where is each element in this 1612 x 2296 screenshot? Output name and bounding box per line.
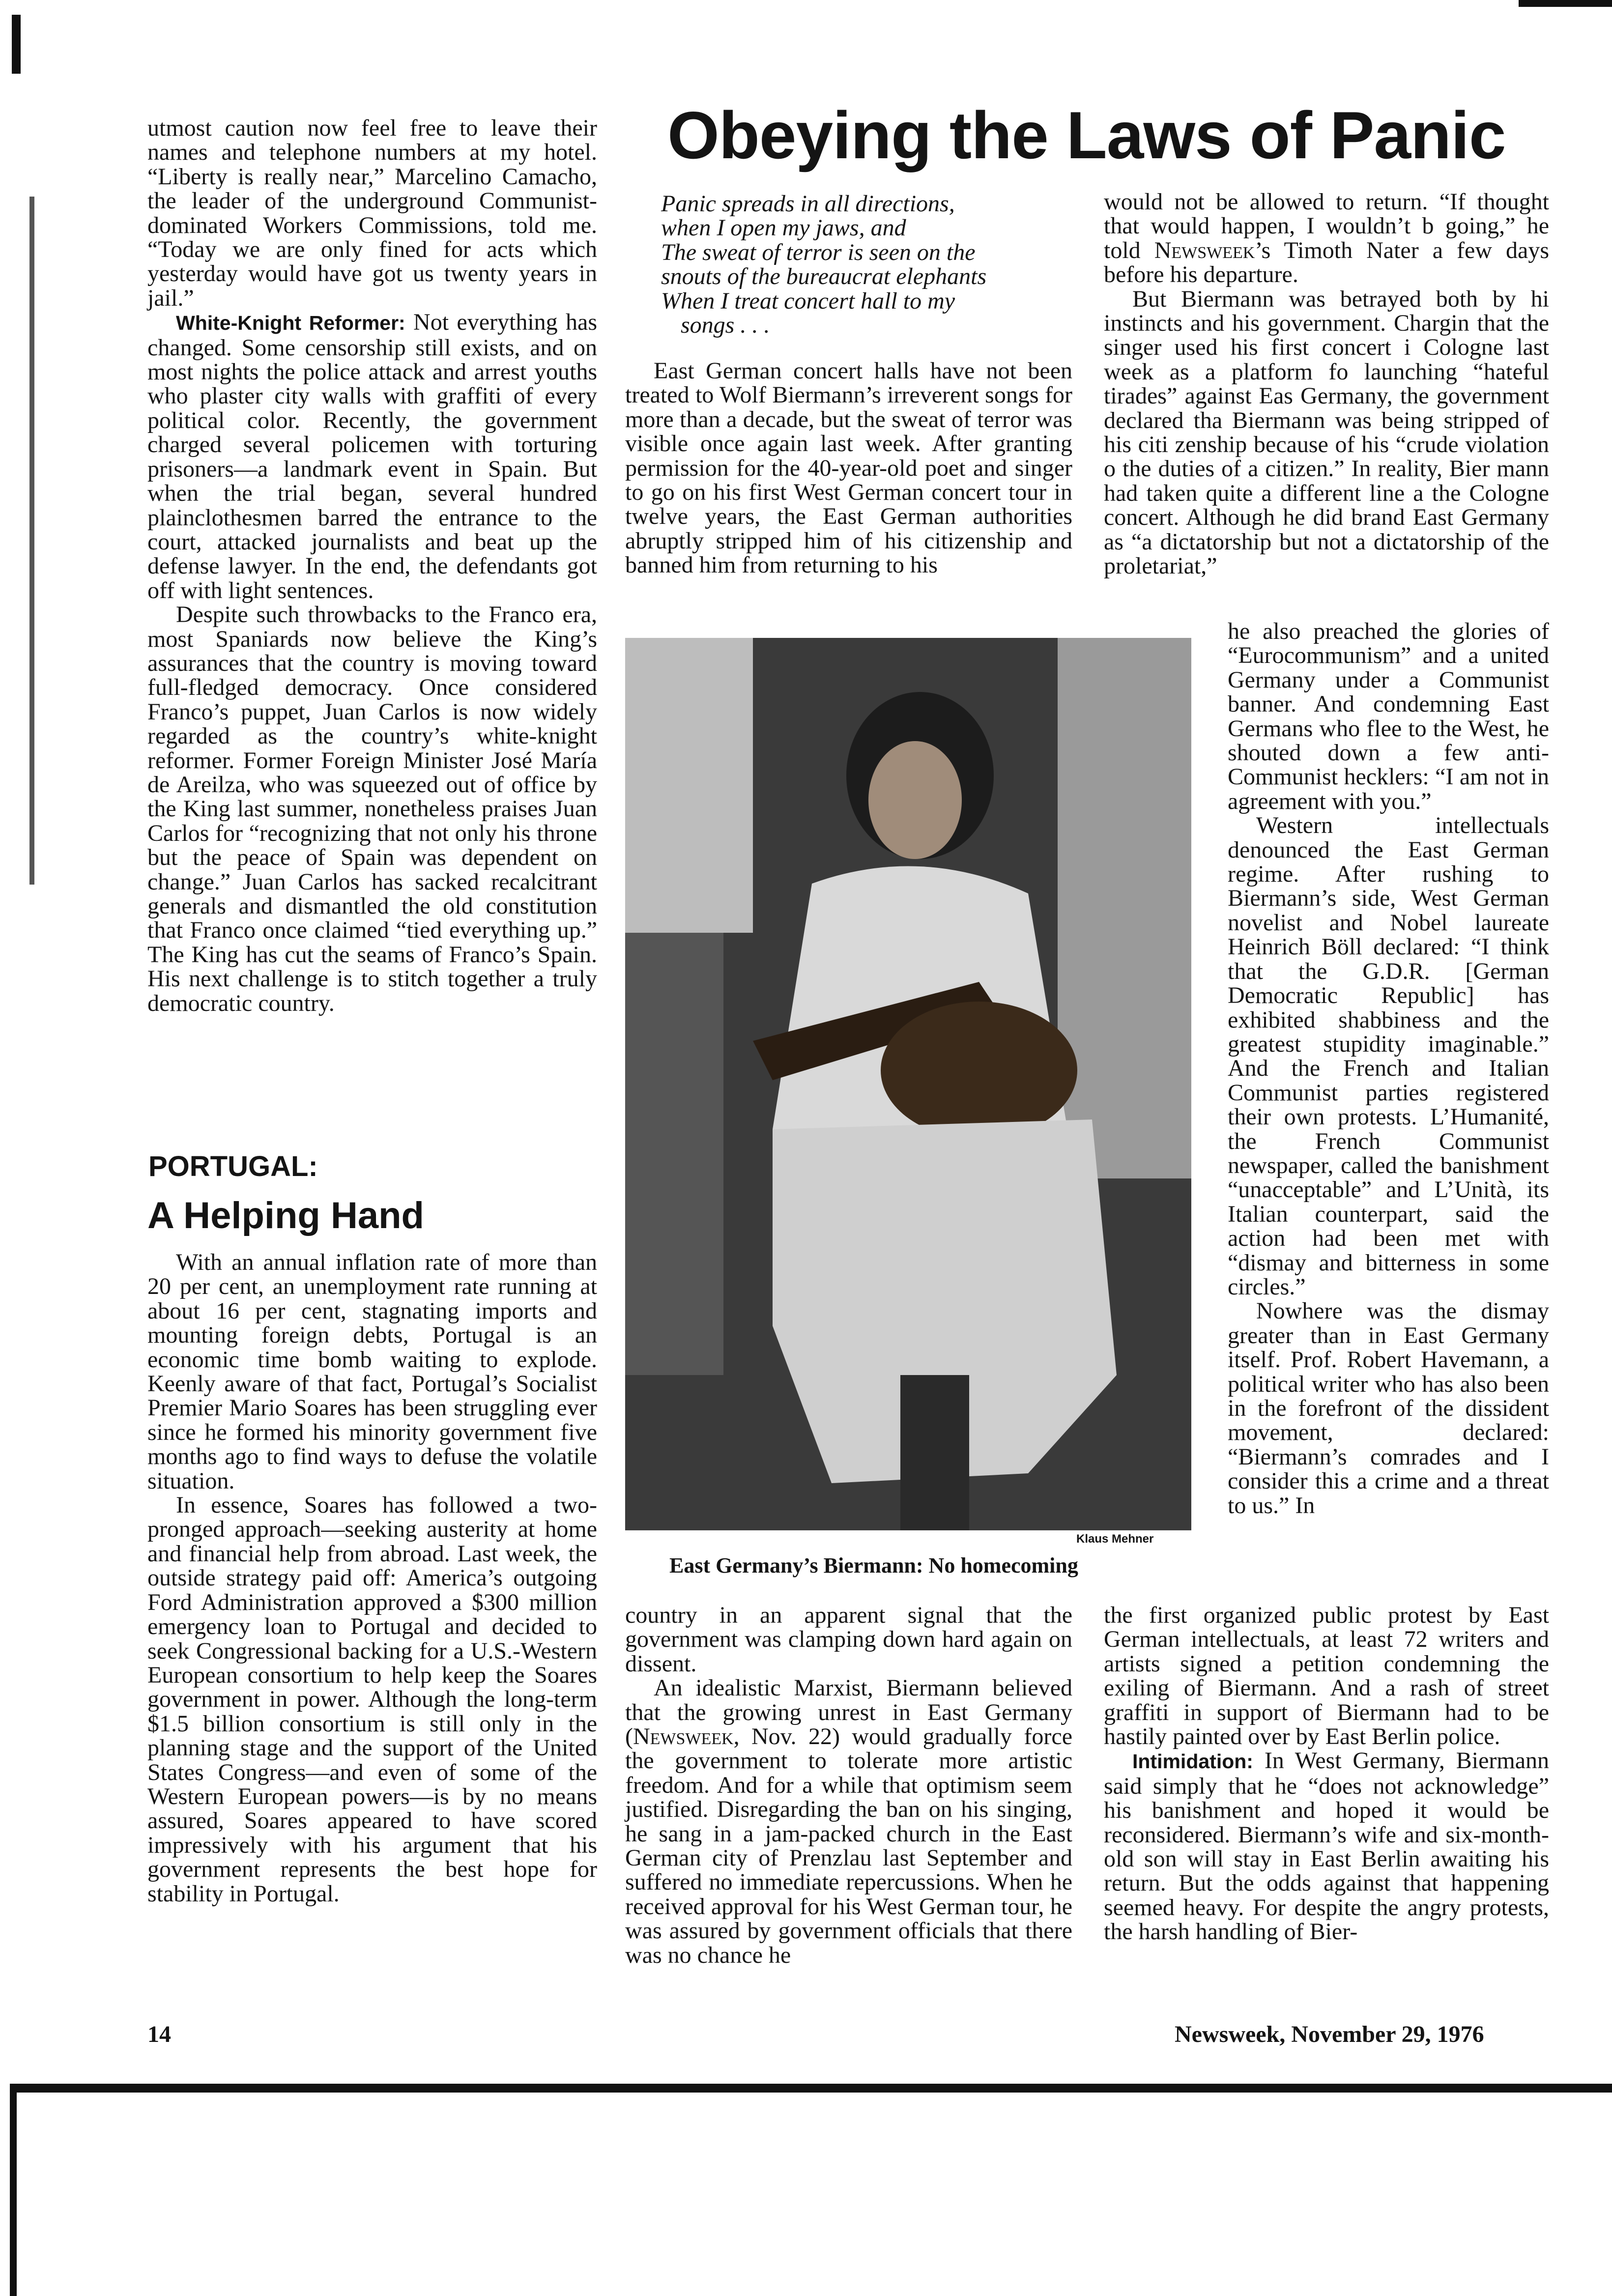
left-paragraph-4: With an annual inflation rate of more than 20 per cent, an unemployment rate running at about 16 per cent, stagnating imports and mounting foreign debts, Portugal is an economic time bomb waiting to explode. Keenly aware of that fact, Portugal’s Socialist Premier Mario Soares has been struggling ever since he formed his minority government five months ago to find ways to defuse the volatile situation. bbox=[147, 1249, 597, 1494]
right-paragraph-5: In West Germany, Biermann said simply that he “does not acknowledge” his banishment and hoped it would be reconsidered. Biermann’s wife and six-month-old son will stay in East Berlin awaiting his return. But the odds against that happening seemed heavy. For despite the angry protests, the harsh handling of Bier- bbox=[1104, 1748, 1549, 1945]
left-paragraph-2: Not everything has changed. Some censorship still exists, and on most nights the police attack and arrest youths who plaster city walls with graffiti of every political color. Recently, the government charged several policemen with torturing prisoners—a landmark event in Spain. But when the trial began, several hundred plainclothesmen barred the entrance to the court, attacked journalists and beat up the defense lawyer. In the end, the defendants got off with light sentences. bbox=[147, 309, 597, 603]
right-column-top bbox=[1104, 190, 1549, 578]
scan-edge-bottom bbox=[10, 2084, 1612, 2093]
scan-edge-top-right bbox=[1519, 0, 1612, 7]
section-subhead: A Helping Hand bbox=[147, 1195, 424, 1236]
poem-line: Panic spreads in all directions, bbox=[661, 191, 955, 217]
middle-paragraph-1: East German concert halls have not been treated to Wolf Biermann’s irreverent songs for more than a decade, but the sweat of terror was visible once again last week. After granting permission for the 40-year-old poet and singer to go on his first West German concert tour in twelve years, the East German authorities abruptly stripped him of his citizenship and banned him from returning to his bbox=[625, 358, 1072, 578]
right-column-narrow bbox=[1228, 619, 1549, 1518]
right-paragraph-2-continued: he also preached the glories of “Eurocommunism” and a united Germany under a Communist banner. And condemning East Germans who flee to the West, he shouted down a few anti-Communist hecklers: “I am not in agreement with you.” bbox=[1228, 618, 1549, 814]
middle-paragraph-2: country in an apparent signal that the government was clamping down hard again on dissent. bbox=[625, 1602, 1072, 1677]
poem-epigraph bbox=[661, 192, 1079, 337]
page-number: 14 bbox=[147, 2021, 171, 2047]
scan-edge-top-left bbox=[12, 15, 21, 74]
article-headline: Obeying the Laws of Panic bbox=[667, 98, 1506, 172]
middle-column-top bbox=[625, 359, 1072, 577]
poem-line: The sweat of terror is seen on the bbox=[661, 239, 976, 265]
right-column-bottom bbox=[1104, 1603, 1549, 1944]
photo-illustration bbox=[625, 638, 1191, 1530]
left-paragraph-5: In essence, Soares has followed a two-pronged approach—seeking austerity at home and financial help from abroad. Last week, the outside strategy paid off: America’s outgoing Ford Administration approved a $300 million emergency loan to Portugal and decided to seek Congressional backing for a U.S.-Western European consortium to help keep the Soares government in power. Although the long-term $1.5 billion consortium is still only in the planning stage and the support of the United States Congress—and even of some of the Western European powers—is by no means assured, Soares appeared to have scored impressively with his argument that his government represents the best hope for stability in Portugal. bbox=[147, 1492, 597, 1907]
right-paragraph-1b: ’s Timoth Nater a few days before his departure. bbox=[1104, 237, 1550, 288]
newsweek-reference: Newsweek bbox=[633, 1723, 734, 1750]
poem-line: When I treat concert hall to my bbox=[661, 287, 955, 314]
photo-credit: Klaus Mehner bbox=[1076, 1532, 1154, 1546]
right-paragraph-4a: Nowhere was the dismay greater than in East Germany itself. Prof. Robert Havemann, a political writer who has also been in the forefront of the dissident movement, declared: “Biermann’s comrades and I consider this a crime and a threat to us.” In bbox=[1228, 1298, 1549, 1519]
right-paragraph-2: But Biermann was betrayed both by hi instincts and his government. Chargin that the singer used his first concert i Cologne last week as a platform fo launching “hateful tirades” against Eas Germany, the government declared tha Biermann was being stripped of his citi zenship because of his “crude violation o the duties of a citizen.” In reality, Bier mann had taken quite a different line a the Cologne concert. Although he did brand East Germany as “a dictatorship but not a dictatorship of the proletariat,” bbox=[1104, 286, 1549, 579]
section-kicker-portugal: PORTUGAL: bbox=[148, 1150, 318, 1182]
right-paragraph-4b: the first organized public protest by East German intellectuals, at least 72 writers and artists signed a petition condemning the exiling of Biermann. And a rash of street graffiti in support of Biermann had to be hastily painted over by East Berlin police. bbox=[1104, 1602, 1549, 1750]
runin-white-knight-reformer: White-Knight Reformer: bbox=[176, 312, 405, 335]
left-paragraph-1: utmost caution now feel free to leave their names and telephone numbers at my hotel. “Liberty is really near,” Marcelino Camacho, the leader of the underground Communist-dominated Workers Commissions, told me. “Today we are only fined for acts which yesterday would have got us twenty years in jail.” bbox=[147, 115, 597, 311]
middle-paragraph-3b: , Nov. 22) would gradually force the government to tolerate more artistic freedom. And for a while that optimism seem justified. Disregarding the ban on his singing, he sang in a jam-packed church in the East German city of Prenzlau last September and suffered no immediate repercussions. When he received approval for his West German tour, he was assured by government officials that there was no chance he bbox=[625, 1723, 1072, 1968]
left-column-portugal bbox=[147, 1250, 597, 1906]
photo-caption: East Germany’s Biermann: No homecoming bbox=[669, 1553, 1078, 1578]
poem-line: when I open my jaws, and bbox=[661, 215, 906, 241]
middle-column-bottom bbox=[625, 1603, 1072, 1967]
middle-paragraph-3a: An idealistic Marxist, Biermann believed that the growing unrest in East Germany ( bbox=[625, 1675, 1072, 1750]
runin-intimidation: Intimidation: bbox=[1132, 1750, 1253, 1773]
right-paragraph-3: Western intellectuals denounced the East German regime. After rushing to Biermann’s side, West German novelist and Nobel laureate Heinrich Böll declared: “I think that the G.D.R. [German Democratic Republic] has exhibited shabbiness and the greatest stupidity imaginable.” And the French and Italian Communist parties registered their own protests. L’Humanité, the French Communist newspaper, called the banishment “unacceptable” and L’Unità, its Italian counterpart, said the action had been met with “dismay and bitterness in some circles.” bbox=[1228, 812, 1549, 1300]
folio-line: Newsweek, November 29, 1976 bbox=[1175, 2021, 1484, 2047]
left-column bbox=[147, 116, 597, 1015]
poem-line: songs . . . bbox=[681, 312, 770, 339]
poem-line: snouts of the bureaucrat elephants bbox=[661, 263, 987, 290]
right-paragraph-1a: would not be allowed to return. “If thought that would happen, I wouldn’t b going,” he told bbox=[1104, 189, 1549, 263]
scan-edge-bottom-left bbox=[10, 2089, 17, 2296]
newsweek-reference: Newsweek bbox=[1154, 237, 1255, 263]
left-paragraph-3: Despite such throwbacks to the Franco era, most Spaniards now believe the King’s assurances that the country is moving toward full-fledged democracy. Once considered Franco’s puppet, Juan Carlos is now widely regarded as the country’s white-knight reformer. Former Foreign Minister José María de Areilza, who was squeezed out of office by the King last summer, nonetheless praises Juan Carlos for “recognizing that not only his throne but the peace of Spain was dependent on change.” Juan Carlos has sacked recalcitrant generals and dismantled the old constitution that Franco once claimed “tied everything up.” The King has cut the seams of Franco’s Spain. His next challenge is to stitch together a truly democratic country. bbox=[147, 602, 597, 1016]
biermann-photo bbox=[625, 638, 1191, 1530]
scan-edge-left bbox=[29, 197, 34, 885]
